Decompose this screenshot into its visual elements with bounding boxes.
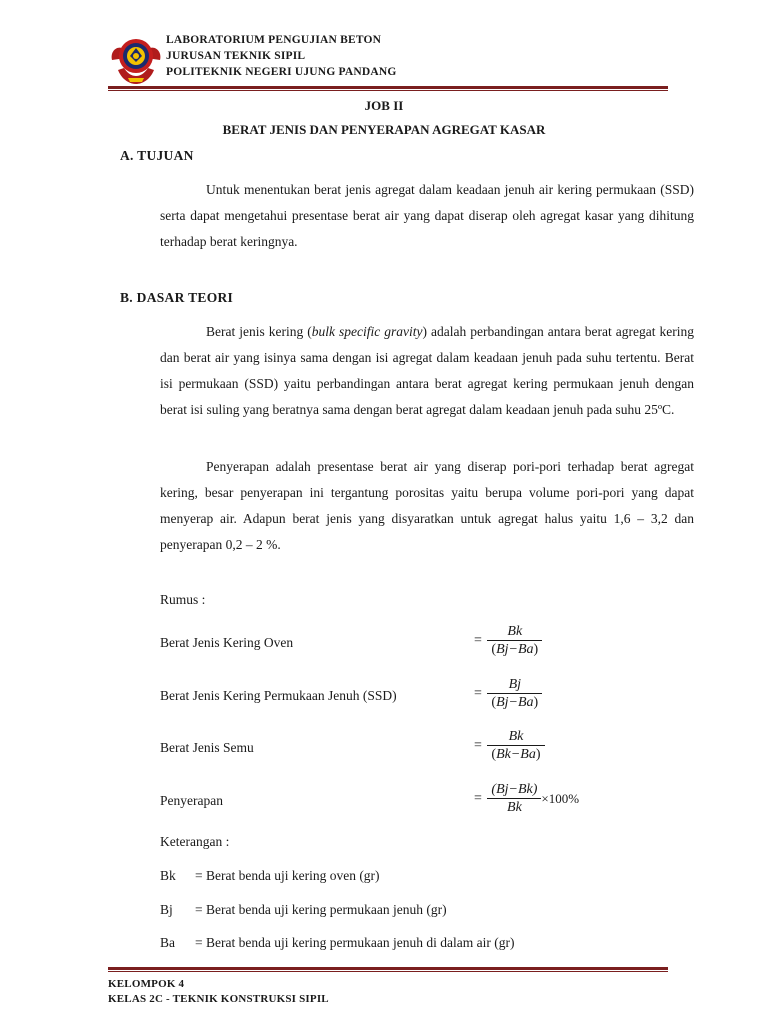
formula-3	[474, 729, 545, 763]
job-subject: BERAT JENIS DAN PENYERAPAN AGREGAT KASAR	[222, 122, 546, 137]
header-rule-thin	[108, 90, 668, 91]
fraction	[487, 624, 542, 658]
p1-after: ) adalah perbandingan antara berat agregat kering dan berat air yang isinya sama dengan isi agregat dalam keadaan jenuh pada suhu tertentu. Berat isi permukaan (SSD) yaitu perbandingan antara berat agregat kering permukaan jenuh dengan berat isi suling yang beratnya sama dengan berat agregat dalam keadaan jenuh pada suhu 25ºC.	[160, 324, 695, 417]
denominator: (Bj−Ba)	[491, 642, 539, 657]
legend-value-bj: = Berat benda uji kering permukaan jenuh (gr)	[195, 902, 447, 917]
equals-sign: =	[474, 633, 482, 649]
fraction	[487, 677, 542, 711]
institution-line-3: POLITEKNIK NEGERI UJUNG PANDANG	[166, 66, 397, 78]
legend-key-bk: Bk	[160, 868, 176, 883]
footer-rule-thin	[108, 971, 668, 972]
institution-line-2: JURUSAN TEKNIK SIPIL	[166, 50, 306, 62]
numerator: (Bj−Bk)	[491, 782, 538, 797]
legend-label: Keterangan :	[160, 834, 230, 849]
formula-4	[474, 782, 579, 816]
formula-2	[474, 677, 542, 711]
equals-sign: =	[474, 791, 482, 807]
legend-value-ba: = Berat benda uji kering permukaan jenuh di dalam air (gr)	[195, 935, 515, 950]
formula-name-1: Berat Jenis Kering Oven	[160, 635, 294, 650]
denominator: (Bj−Ba)	[491, 695, 539, 710]
denominator: (Bk−Ba)	[491, 747, 541, 762]
formula-1	[474, 624, 542, 658]
p1-italic-term: bulk specific gravity	[311, 324, 423, 339]
denominator: Bk	[507, 800, 522, 815]
numerator: Bk	[508, 729, 524, 744]
section-a-heading: A. TUJUAN	[120, 148, 194, 163]
formula-name-4: Penyerapan	[160, 793, 223, 808]
legend-value-bk: = Berat benda uji kering oven (gr)	[195, 868, 380, 883]
formula-name-3: Berat Jenis Semu	[160, 740, 254, 755]
p1-before: Berat jenis kering (	[206, 324, 312, 339]
institution-logo	[108, 30, 164, 86]
equals-sign: =	[474, 738, 482, 754]
numerator: Bj	[508, 677, 522, 692]
header-rule-thick	[108, 86, 668, 89]
section-b-heading: B. DASAR TEORI	[120, 290, 234, 305]
footer-class: KELAS 2C - TEKNIK KONSTRUKSI SIPIL	[108, 993, 329, 1005]
numerator: Bk	[507, 624, 523, 639]
formula-label: Rumus :	[160, 592, 206, 607]
footer-rule-thick	[108, 967, 668, 970]
section-a-paragraph: Untuk menentukan berat jenis agregat dalam keadaan jenuh air kering permukaan (SSD) serta dapat mengetahui presentase berat air yang dapat diserap oleh agregat kasar yang dihitung terhadap berat keringnya.	[160, 182, 694, 249]
fraction	[487, 729, 544, 763]
section-b-paragraph-2: Penyerapan adalah presentase berat air yang diserap pori-pori terhadap berat agregat kering, besar penyerapan ini tergantung porositas yaitu berupa volume pori-pori yang dapat menyerap air. Adapun berat jenis yang disyaratkan untuk agregat halus yaitu 1,6 – 3,2 dan penyerapan 0,2 – 2 %.	[160, 459, 694, 552]
footer-group: KELOMPOK 4	[108, 978, 185, 990]
legend-key-ba: Ba	[160, 935, 175, 950]
formula-name-2: Berat Jenis Kering Permukaan Jenuh (SSD)	[160, 688, 397, 703]
fraction	[487, 782, 541, 816]
percent-multiplier: ×100%	[541, 791, 580, 806]
legend-key-bj: Bj	[160, 902, 173, 917]
equals-sign: =	[474, 686, 482, 702]
institution-line-1: LABORATORIUM PENGUJIAN BETON	[166, 34, 382, 46]
job-title: JOB II	[364, 98, 404, 113]
section-b-paragraph-1	[160, 319, 694, 423]
